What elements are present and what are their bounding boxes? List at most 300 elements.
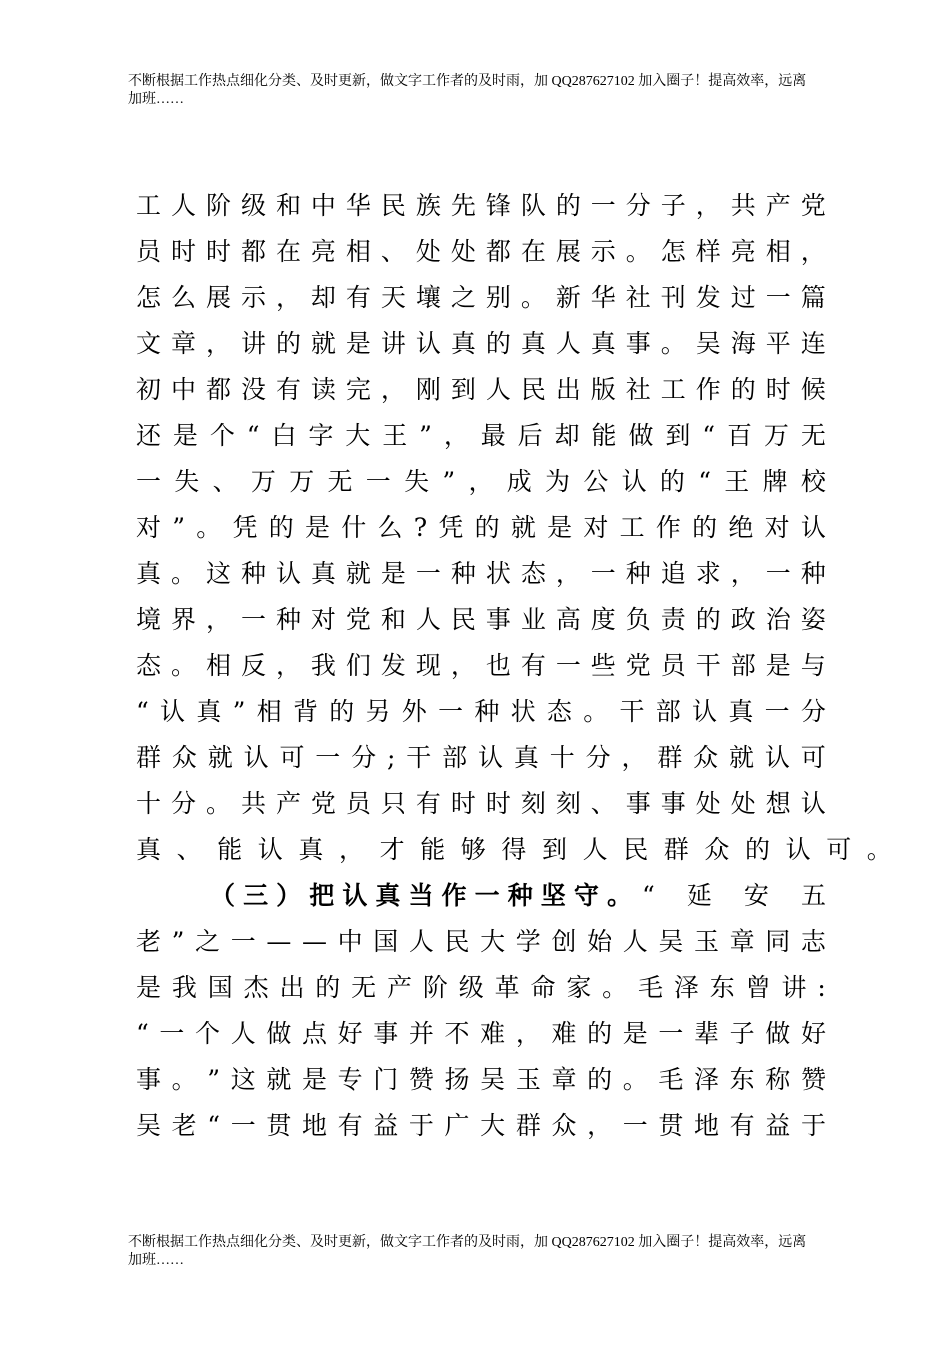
text-char: 民: [520, 375, 546, 404]
text-char: 员: [660, 651, 686, 680]
text-char: ?: [413, 513, 428, 542]
text-char: 作: [655, 513, 681, 542]
text-char: 完: [345, 375, 371, 404]
text-line: [136, 781, 826, 827]
text-char: 一: [136, 467, 162, 496]
text-char: 创: [551, 927, 577, 956]
text-char: 一: [230, 927, 256, 956]
text-char: 认: [764, 743, 790, 772]
text-char: 连: [800, 329, 826, 358]
text-char: “: [642, 881, 655, 910]
text-char: 都: [485, 237, 511, 266]
text-char: 国: [373, 927, 399, 956]
text-char: 为: [545, 467, 571, 496]
text-char: 老: [136, 927, 162, 956]
text-char: 失: [404, 467, 430, 496]
text-char: 专: [337, 1065, 363, 1094]
text-char: 读: [310, 375, 336, 404]
text-char: 相: [765, 237, 791, 266]
text-char: 也: [485, 651, 511, 680]
text-char: 一: [622, 1111, 648, 1140]
text-char: 状: [485, 559, 511, 588]
text-char: 真: [590, 329, 616, 358]
text-char: 万: [289, 467, 315, 496]
text-char: 么: [377, 513, 403, 542]
text-char: 一: [315, 743, 341, 772]
text-char: 可: [279, 743, 305, 772]
text-char: 后: [517, 421, 543, 450]
text-char: 就: [207, 743, 233, 772]
text-char: 就: [310, 329, 336, 358]
text-char: 是: [547, 513, 573, 542]
text-char: 海: [730, 329, 756, 358]
text-char: 的: [659, 467, 685, 496]
footer-line: 加班……: [128, 1253, 184, 1268]
text-line: [136, 689, 826, 735]
text-char: 有: [415, 789, 441, 818]
text-char: 共: [730, 191, 756, 220]
text-char: 并: [408, 1019, 434, 1048]
text-char: 公: [583, 467, 609, 496]
text-char: 一: [230, 1111, 256, 1140]
text-char: 辈: [694, 1019, 720, 1048]
text-char: ，: [275, 283, 301, 312]
text-char: 是: [380, 559, 406, 588]
text-char: 就: [729, 743, 755, 772]
header-line: 加班……: [128, 92, 184, 107]
text-char: 真: [513, 743, 539, 772]
text-char: 就: [266, 1065, 292, 1094]
text-char: 安: [743, 881, 769, 910]
text-char: 出: [279, 973, 305, 1002]
text-char: 对: [583, 513, 609, 542]
text-char: 责: [660, 605, 686, 634]
text-char: 认: [800, 513, 826, 542]
text-char: 党: [310, 789, 336, 818]
text-line: [136, 505, 826, 551]
text-line: [136, 597, 826, 643]
text-char: 人: [485, 375, 511, 404]
text-char: 讲: [781, 973, 807, 1002]
footer-line: 不断根据工作热点细化分类、及时更新，做文字工作者的及时雨，加 QQ287627102 加入圈子！提高效率，远离: [128, 1235, 807, 1250]
text-char: 大: [480, 927, 506, 956]
text-char: 只: [380, 789, 406, 818]
text-char: 是: [765, 651, 791, 680]
text-char: 处: [695, 789, 721, 818]
text-char: 讲: [240, 329, 266, 358]
text-char: 凭: [438, 513, 464, 542]
text-char: 可: [800, 743, 826, 772]
text-char: 刊: [660, 283, 686, 312]
text-char: 。: [602, 973, 628, 1002]
text-char: 把: [309, 881, 335, 910]
text-char: 延: [686, 881, 712, 910]
text-char: 一: [764, 697, 790, 726]
text-char: 毛: [658, 1065, 684, 1094]
text-char: 对: [136, 513, 162, 542]
text-char: 难: [551, 1019, 577, 1048]
text-char: 真: [450, 329, 476, 358]
text-char: 难: [480, 1019, 506, 1048]
text-char: ，: [450, 651, 476, 680]
text-char: 。: [520, 283, 546, 312]
text-char: 于: [408, 1111, 434, 1140]
text-char: 一: [159, 1019, 185, 1048]
text-char: 王: [382, 421, 408, 450]
text-char: 么: [170, 283, 196, 312]
text-char: 亮: [730, 237, 756, 266]
text-char: 时: [765, 375, 791, 404]
text-char: ，: [468, 467, 494, 496]
heading-continuation: [642, 873, 826, 919]
text-char: 都: [240, 237, 266, 266]
text-char: 当: [408, 881, 434, 910]
text-char: 百: [726, 421, 752, 450]
text-char: 共: [240, 789, 266, 818]
text-line: [136, 1103, 826, 1149]
text-char: ，: [587, 1111, 613, 1140]
text-char: 认: [478, 743, 504, 772]
text-char: 的: [268, 513, 294, 542]
text-char: 杰: [243, 973, 269, 1002]
text-char: 对: [764, 513, 790, 542]
text-char: 对: [310, 605, 336, 634]
text-char: 壤: [415, 283, 441, 312]
text-char: 失: [174, 467, 200, 496]
text-char: 认: [160, 697, 186, 726]
text-char: 不: [444, 1019, 470, 1048]
text-char: ，: [695, 191, 721, 220]
text-char: 做: [765, 1019, 791, 1048]
text-char: 现: [415, 651, 441, 680]
text-char: 十: [136, 789, 162, 818]
text-char: 认: [415, 329, 441, 358]
text-char: 。: [625, 237, 651, 266]
text-char: 讲: [380, 329, 406, 358]
text-char: 事: [136, 1065, 162, 1094]
text-char: 展: [555, 237, 581, 266]
text-line: [136, 735, 826, 781]
text-char: 民: [380, 191, 406, 220]
text-char: 中: [170, 375, 196, 404]
text-char: 。: [171, 1065, 197, 1094]
text-char: 点: [301, 1019, 327, 1048]
text-char: 。: [660, 329, 686, 358]
text-char: 益: [373, 1111, 399, 1140]
text-char: “: [136, 697, 149, 726]
text-char: 一: [658, 1019, 684, 1048]
text-char: 阶: [205, 191, 231, 220]
text-line: [136, 275, 826, 321]
text-char: 人: [555, 329, 581, 358]
text-char: 产: [387, 973, 413, 1002]
text-char: 大: [345, 421, 371, 450]
text-char: 发: [695, 283, 721, 312]
text-char: 、: [590, 789, 616, 818]
text-char: 在: [275, 237, 301, 266]
body-text: [136, 183, 908, 1149]
text-char: 真: [728, 697, 754, 726]
text-char: 作: [441, 881, 467, 910]
text-char: 玉: [515, 1065, 541, 1094]
text-char: 界: [170, 605, 196, 634]
text-char: 族: [415, 191, 441, 220]
text-char: 牌: [762, 467, 788, 496]
text-char: 分: [585, 743, 611, 772]
text-line: [136, 229, 826, 275]
text-char: 我: [171, 973, 197, 1002]
text-char: 篇: [800, 283, 826, 312]
text-char: 事: [625, 329, 651, 358]
text-char: —: [301, 927, 327, 956]
text-char: 展: [205, 283, 231, 312]
text-char: 认: [692, 697, 718, 726]
text-char: 些: [590, 651, 616, 680]
text-char: 是: [345, 329, 371, 358]
text-char: 东: [709, 973, 735, 1002]
text-char: 章: [729, 927, 755, 956]
text-char: 是: [172, 421, 198, 450]
text-char: 做: [266, 1019, 292, 1048]
text-char: 社: [625, 283, 651, 312]
text-char: 境: [136, 605, 162, 634]
page-footer: [128, 1234, 828, 1270]
text-char: 种: [625, 559, 651, 588]
text-char: 泽: [673, 973, 699, 1002]
text-char: 这: [205, 559, 231, 588]
text-char: 处: [415, 237, 441, 266]
text-char: 部: [730, 651, 756, 680]
text-char: 就: [345, 559, 371, 588]
text-line: [136, 321, 826, 367]
text-char: 社: [625, 375, 651, 404]
text-char: 种: [240, 559, 266, 588]
text-char: ，: [730, 559, 756, 588]
text-char: 吴: [136, 1111, 162, 1140]
text-char: 工: [136, 191, 162, 220]
text-char: 绝: [728, 513, 754, 542]
text-char: 是: [301, 1065, 327, 1094]
text-char: 天: [380, 283, 406, 312]
text-char: ，: [443, 421, 469, 450]
text-char: 就: [510, 513, 536, 542]
text-char: 工: [619, 513, 645, 542]
text-char: 还: [136, 421, 162, 450]
text-char: 命: [530, 973, 556, 1002]
text-char: 学: [515, 927, 541, 956]
text-char: 同: [765, 927, 791, 956]
text-char: 种: [507, 881, 533, 910]
text-char: ”: [442, 467, 456, 496]
text-char: 种: [450, 559, 476, 588]
text-char: 时: [170, 237, 196, 266]
text-char: 作: [695, 375, 721, 404]
text-char: 反: [240, 651, 266, 680]
text-char: 工: [660, 375, 686, 404]
text-char: 万: [250, 467, 276, 496]
text-char: 真: [375, 881, 401, 910]
section-heading-line: [136, 873, 826, 919]
text-char: 部: [655, 697, 681, 726]
text-char: 怎: [136, 283, 162, 312]
text-char: 十: [549, 743, 575, 772]
text-char: 部: [442, 743, 468, 772]
text-char: 吴: [695, 329, 721, 358]
text-char: 和: [275, 191, 301, 220]
text-char: 版: [590, 375, 616, 404]
text-char: 刻: [555, 789, 581, 818]
text-char: 却: [554, 421, 580, 450]
text-char: 的: [275, 329, 301, 358]
text-char: 章: [170, 329, 196, 358]
text-char: 人: [415, 605, 441, 634]
text-char: 的: [474, 513, 500, 542]
text-char: 。: [170, 559, 196, 588]
text-char: 、: [212, 467, 238, 496]
text-char: 与: [800, 651, 826, 680]
text-char: 们: [345, 651, 371, 680]
text-char: ，: [800, 237, 826, 266]
text-char: 我: [310, 651, 336, 680]
text-line: [136, 643, 826, 689]
text-char: 都: [205, 375, 231, 404]
text-char: 业: [520, 605, 546, 634]
text-char: 是: [136, 973, 162, 1002]
text-char: 姿: [800, 605, 826, 634]
text-char: 背: [292, 697, 318, 726]
text-char: 高: [555, 605, 581, 634]
text-char: 一: [765, 559, 791, 588]
text-char: 却: [310, 283, 336, 312]
text-char: ”: [171, 927, 185, 956]
text-char: ”: [172, 513, 186, 542]
text-char: 的: [587, 1065, 613, 1094]
text-char: 的: [315, 973, 341, 1002]
text-char: 政: [730, 605, 756, 634]
text-char: 时: [205, 237, 231, 266]
text-char: 。: [606, 881, 632, 910]
text-char: 事: [625, 789, 651, 818]
text-char: ”: [207, 1065, 221, 1094]
text-char: 刚: [415, 375, 441, 404]
text-char: 好: [337, 1019, 363, 1048]
text-char: 个: [209, 421, 235, 450]
text-char: 章: [551, 1065, 577, 1094]
text-char: 没: [240, 375, 266, 404]
text-char: 最: [480, 421, 506, 450]
text-char: “: [702, 421, 716, 450]
text-char: “: [246, 421, 260, 450]
text-char: 求: [695, 559, 721, 588]
text-char: 先: [450, 191, 476, 220]
text-line: [136, 413, 826, 459]
text-line: [136, 1057, 826, 1103]
text-char: 出: [555, 375, 581, 404]
text-char: 子: [729, 1019, 755, 1048]
text-line: [136, 919, 826, 965]
text-char: 平: [765, 329, 791, 358]
text-line: [136, 965, 826, 1011]
text-char: :: [817, 973, 826, 1002]
text-char: 处: [450, 237, 476, 266]
text-char: 发: [380, 651, 406, 680]
text-char: 事: [660, 789, 686, 818]
text-char: 什: [341, 513, 367, 542]
text-char: 分: [625, 191, 651, 220]
text-char: 处: [730, 789, 756, 818]
text-char: ，: [555, 559, 581, 588]
text-char: “: [136, 1019, 149, 1048]
text-char: 于: [800, 1111, 826, 1140]
text-char: 东: [729, 1065, 755, 1094]
text-char: 门: [373, 1065, 399, 1094]
text-char: 时: [450, 789, 476, 818]
text-char: 。: [205, 789, 231, 818]
text-char: 民: [450, 605, 476, 634]
text-char: 分: [170, 789, 196, 818]
text-char: 一: [590, 191, 616, 220]
text-char: ，: [205, 605, 231, 634]
text-char: 追: [660, 559, 686, 588]
text-char: 相: [205, 651, 231, 680]
section-heading: [210, 873, 632, 919]
text-char: ”: [419, 421, 432, 450]
text-char: 阶: [422, 973, 448, 1002]
text-char: 认: [243, 743, 269, 772]
text-line: [136, 551, 826, 597]
text-char: 赞: [800, 1065, 826, 1094]
text-char: 个: [195, 1019, 221, 1048]
text-char: 认: [621, 467, 647, 496]
text-char: ;: [387, 743, 396, 772]
text-char: 广: [444, 1111, 470, 1140]
text-char: 示: [240, 283, 266, 312]
text-char: 无: [327, 467, 353, 496]
text-char: ）: [276, 881, 302, 910]
text-char: 相: [256, 697, 282, 726]
text-char: 在: [520, 237, 546, 266]
text-char: 坚: [540, 881, 566, 910]
text-char: 能: [591, 421, 617, 450]
text-char: 泽: [694, 1065, 720, 1094]
text-char: 认: [275, 559, 301, 588]
text-char: 一: [590, 559, 616, 588]
text-char: 认: [800, 789, 826, 818]
text-char: 王: [724, 467, 750, 496]
text-char: ，: [275, 651, 301, 680]
text-char: ，: [621, 743, 647, 772]
text-line: [136, 1011, 826, 1057]
text-char: 扬: [444, 1065, 470, 1094]
text-char: 态: [136, 651, 162, 680]
text-char: 成: [506, 467, 532, 496]
text-char: 真: [136, 559, 162, 588]
text-char: “: [207, 1111, 221, 1140]
text-char: 时: [485, 789, 511, 818]
page-header: [128, 73, 828, 109]
text-char: 过: [730, 283, 756, 312]
text-char: 和: [380, 605, 406, 634]
text-char: 的: [695, 605, 721, 634]
text-char: 事: [373, 1019, 399, 1048]
text-char: 众: [551, 1111, 577, 1140]
text-char: 家: [566, 973, 592, 1002]
text-char: 贯: [658, 1111, 684, 1140]
text-char: 党: [345, 605, 371, 634]
text-char: 种: [800, 559, 826, 588]
text-char: 态: [520, 559, 546, 588]
text-char: 分: [800, 697, 826, 726]
